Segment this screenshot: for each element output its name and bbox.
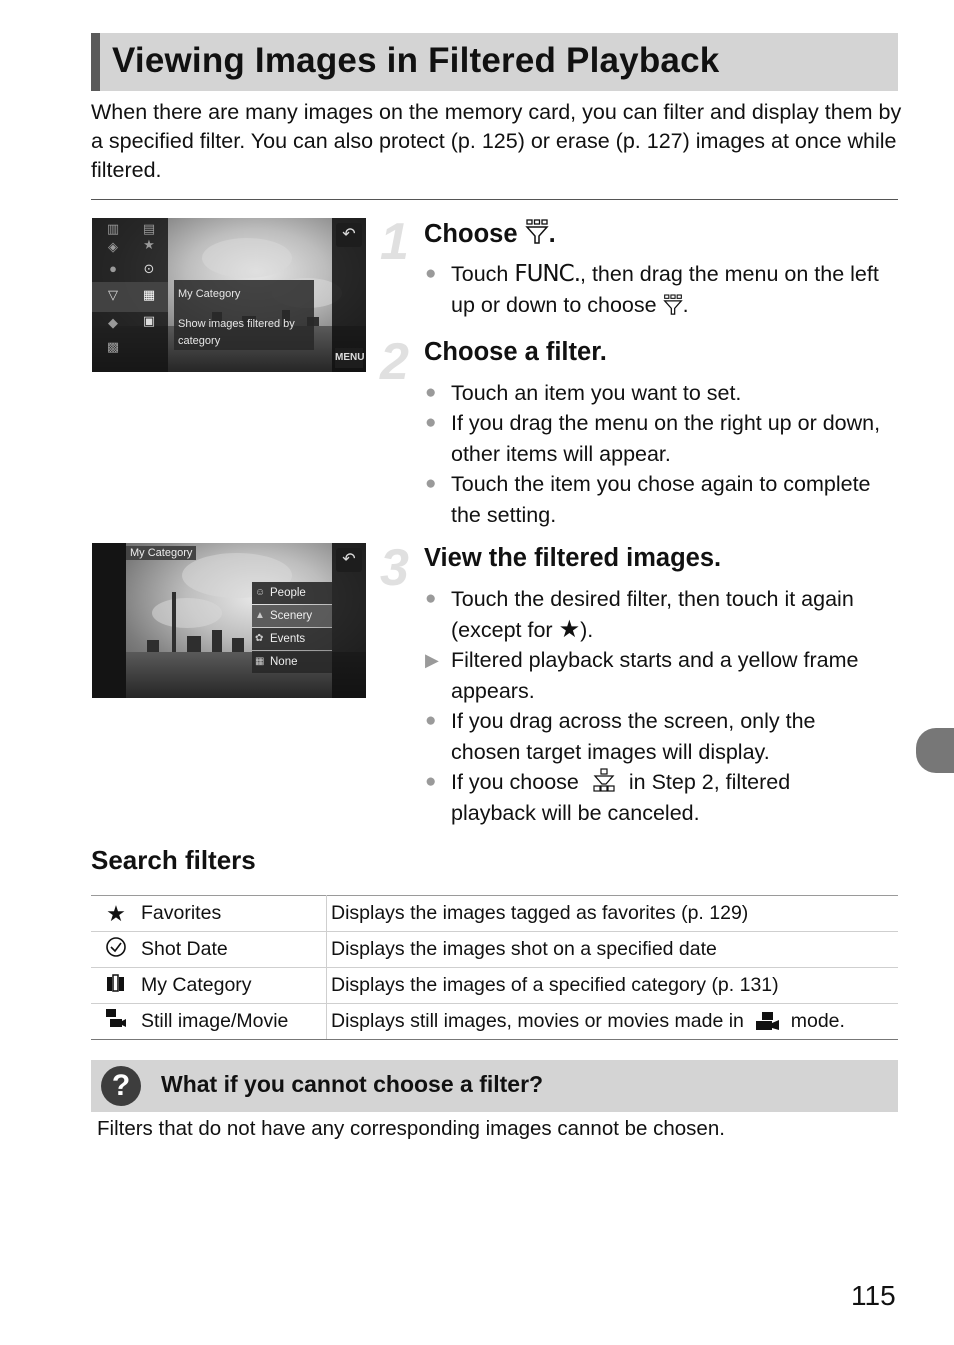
step-number: 1 (380, 213, 409, 271)
cloud (152, 598, 222, 628)
filter-item-scenery[interactable]: ▲ Scenery (252, 605, 332, 627)
page-title: Viewing Images in Filtered Playback (112, 41, 720, 80)
star-icon[interactable]: ★ (143, 237, 155, 252)
clock-icon (91, 932, 141, 968)
filter-name: Favorites (141, 896, 327, 932)
filter-name: Still image/Movie (141, 1004, 327, 1040)
menu-tooltip (174, 280, 314, 350)
star-icon: ★ (558, 615, 581, 643)
intro-paragraph: When there are many images on the memory card, you can filter and display them by a specified filter. You can also protect (p. 125) or erase (p. 127) images at once while filtered. (91, 100, 902, 182)
movie-digest-icon (753, 1011, 781, 1031)
category-filter-list (252, 582, 332, 674)
bullet-item: ● Touch FUNC., then drag the menu on the left up or down to choose . (425, 261, 879, 317)
none-icon: ▦ (255, 656, 265, 667)
category-icon (91, 968, 141, 1004)
filter-name: Shot Date (141, 932, 327, 968)
bullet-dot-icon: ● (425, 771, 437, 792)
return-button[interactable]: ↶ (336, 548, 362, 572)
still-movie-icon[interactable]: ▣ (142, 313, 156, 328)
menu-button[interactable]: MENU (335, 348, 363, 368)
filter-name: My Category (141, 968, 327, 1004)
filter-cancel-icon (591, 768, 617, 794)
bullet-item: ● Touch the desired filter, then touch it again (except for ★). (451, 584, 898, 645)
question-icon: ? (101, 1066, 141, 1106)
step-heading: View the filtered images. (424, 544, 722, 572)
chapter-tab (916, 728, 954, 773)
left-strip (92, 543, 126, 698)
bullet-item: ▶ Filtered playback starts and a yellow frame appears. (451, 645, 898, 706)
result-arrow-icon: ▶ (425, 650, 439, 670)
menu-icon[interactable]: ◈ (108, 239, 118, 254)
menu-icon[interactable]: ● (109, 261, 117, 276)
left-menu[interactable] (92, 218, 168, 372)
menu-icon[interactable]: ▤ (142, 221, 156, 236)
menu-icon[interactable]: ▩ (106, 339, 120, 354)
filter-description: Displays still images, movies or movies made in mode. (327, 1004, 899, 1040)
bullet-dot-icon: ● (425, 412, 437, 433)
step-heading: Choose . (424, 220, 556, 248)
category-label: My Category (126, 546, 196, 560)
filter-icon (663, 294, 683, 316)
camera-screen-category-filter (92, 543, 366, 698)
table-row (91, 896, 898, 932)
menu-icon[interactable]: ▥ (106, 221, 120, 236)
people-icon: ☺ (255, 587, 266, 598)
camera-screen-filter-menu (92, 218, 366, 372)
bullet-dot-icon: ● (425, 473, 437, 494)
filter-icon[interactable]: ▽ (108, 287, 118, 302)
scenery-icon: ▲ (255, 610, 265, 621)
bullet-dot-icon: ● (425, 382, 437, 403)
faq-text: Filters that do not have any corresponding images cannot be chosen. (97, 1117, 725, 1140)
title-banner (91, 33, 898, 91)
search-filters-table (91, 895, 898, 1040)
step-number: 3 (380, 539, 409, 597)
table-row (91, 1004, 898, 1040)
clock-icon[interactable]: ⊙ (143, 261, 155, 276)
section-heading: Search filters (91, 845, 256, 875)
bullet-item: ● Touch an item you want to set. (451, 378, 898, 409)
menu-icon[interactable]: ◆ (108, 315, 118, 330)
divider (91, 199, 898, 200)
filter-item-none[interactable]: ▦ None (252, 651, 332, 673)
bullet-dot-icon: ● (425, 263, 437, 284)
category-icon[interactable]: ▦ (142, 287, 156, 302)
bullet-dot-icon: ● (425, 588, 437, 609)
events-icon: ✿ (255, 633, 264, 644)
filter-item-events[interactable]: ✿ Events (252, 628, 332, 650)
func-button-label: FUNC. (514, 261, 580, 287)
filter-icon (525, 219, 549, 245)
bullet-item: ● If you drag across the screen, only the chosen target images will display. (451, 706, 881, 767)
faq-box (91, 1060, 898, 1112)
table-row (91, 932, 898, 968)
faq-title: What if you cannot choose a filter? (161, 1071, 544, 1097)
filter-description: Displays the images shot on a specified date (327, 932, 899, 968)
tooltip-text: Show images filtered by category (178, 318, 295, 347)
return-button[interactable]: ↶ (336, 223, 362, 247)
filter-item-people[interactable]: ☺ People (252, 582, 332, 604)
tooltip-title: My Category (178, 288, 241, 300)
cloud (202, 238, 292, 278)
star-icon: ★ (91, 896, 141, 932)
step-heading: Choose a filter. (424, 338, 607, 366)
filter-description: Displays the images of a specified category (p. 131) (327, 968, 899, 1004)
bullet-dot-icon: ● (425, 710, 437, 731)
page-number: 115 (851, 1280, 896, 1311)
still-movie-icon (91, 1004, 141, 1040)
bullet-item: ● If you choose in Step 2, filtered playback will be canceled. (451, 767, 881, 828)
bullet-item: ● Touch the item you chose again to complete the setting. (451, 469, 881, 530)
filter-description: Displays the images tagged as favorites (p. 129) (327, 896, 899, 932)
bullet-item: ● If you drag the menu on the right up or down, other items will appear. (451, 408, 881, 469)
step-number: 2 (380, 333, 409, 391)
table-row (91, 968, 898, 1004)
